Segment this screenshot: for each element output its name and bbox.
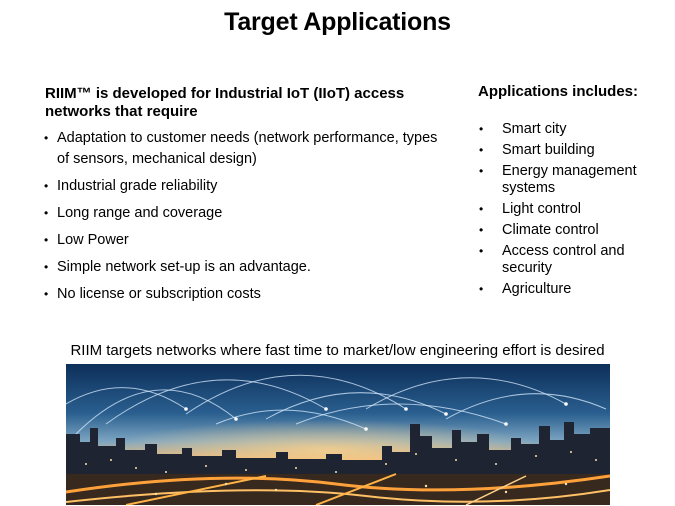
list-item <box>42 257 442 278</box>
slide-title: Target Applications <box>224 8 451 36</box>
list-item-text: Simple network set-up is an advantage. <box>57 259 311 275</box>
list-item-text: No license or subscription costs <box>57 286 261 302</box>
applications-heading: Applications includes: <box>478 83 639 100</box>
smart-city-network-image <box>66 364 610 505</box>
bullet-icon: • <box>479 143 484 157</box>
list-item-text: Industrial grade reliability <box>57 178 218 194</box>
list-item <box>42 128 442 170</box>
bullet-icon: • <box>479 282 484 296</box>
list-item <box>478 163 658 197</box>
list-item-text: Agriculture <box>502 281 572 297</box>
list-item-text: Smart city <box>502 121 567 137</box>
list-item <box>42 284 442 305</box>
list-item-text: Light control <box>502 201 581 217</box>
caption-text: RIIM targets networks where fast time to market/low engineering effort is desired <box>70 342 605 359</box>
list-item-text: Climate control <box>502 222 599 238</box>
bullet-icon: • <box>44 206 49 220</box>
bullet-icon: • <box>479 122 484 136</box>
list-item-text: Smart building <box>502 142 595 158</box>
list-item <box>42 176 442 197</box>
requirements-heading: RIIM™ is developed for Industrial IoT (IIoT) access networks that require <box>45 85 405 120</box>
bullet-icon: • <box>479 164 484 178</box>
list-item-text: Access control and security <box>502 243 625 276</box>
bullet-icon: • <box>44 260 49 274</box>
requirements-list <box>42 128 442 311</box>
list-item-text: Energy management systems <box>502 163 637 196</box>
list-item <box>478 142 658 159</box>
list-item <box>42 203 442 224</box>
list-item-text: Adaptation to customer needs (network performance, types of sensors, mechanical design) <box>57 130 438 167</box>
bullet-icon: • <box>479 202 484 216</box>
bullet-icon: • <box>44 131 49 145</box>
list-item-text: Long range and coverage <box>57 205 223 221</box>
list-item <box>478 222 658 239</box>
applications-list <box>478 121 658 302</box>
list-item <box>478 121 658 138</box>
list-item-text: Low Power <box>57 232 129 248</box>
bullet-icon: • <box>44 287 49 301</box>
list-item <box>478 201 658 218</box>
bullet-icon: • <box>44 179 49 193</box>
list-item <box>478 281 658 298</box>
list-item <box>42 230 442 251</box>
bullet-icon: • <box>44 233 49 247</box>
list-item <box>478 243 658 277</box>
bullet-icon: • <box>479 244 484 258</box>
bullet-icon: • <box>479 223 484 237</box>
